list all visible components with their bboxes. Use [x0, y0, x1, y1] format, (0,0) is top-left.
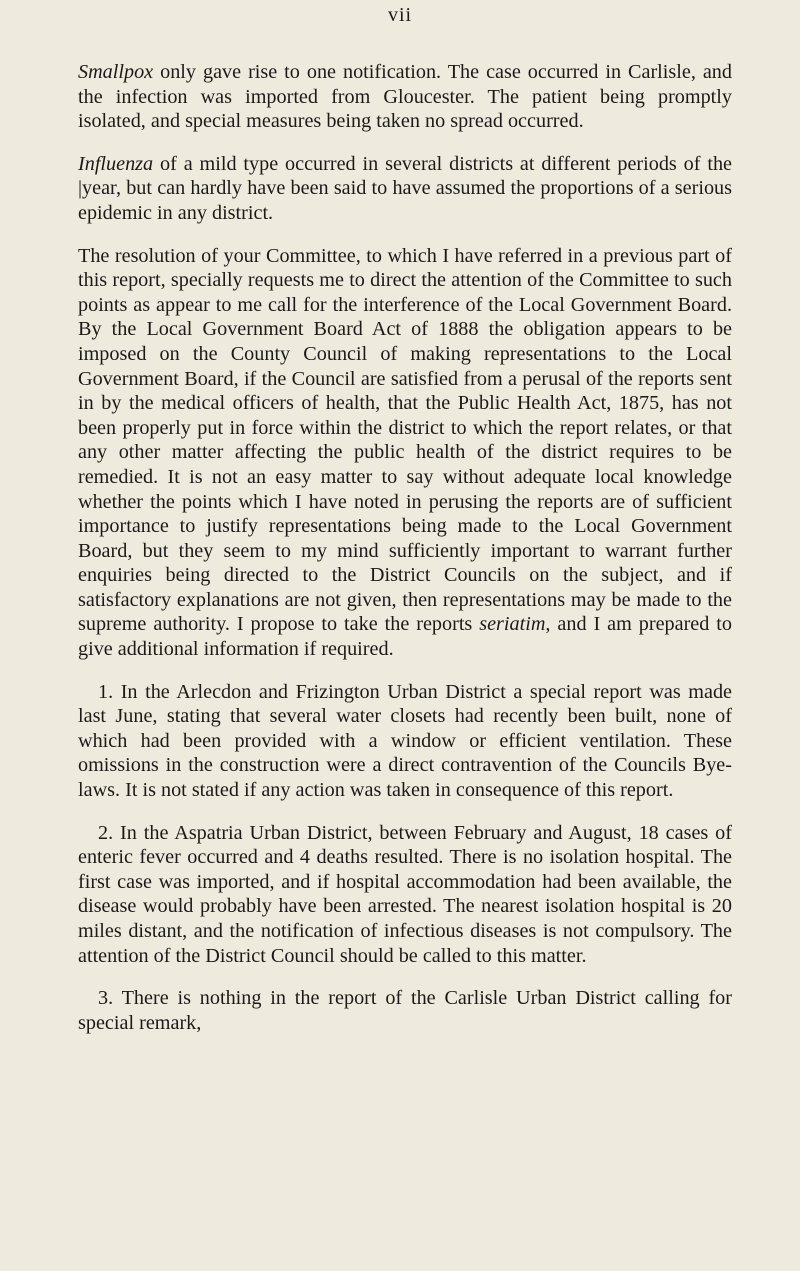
resolution-italic-term: seriatim — [479, 613, 546, 636]
smallpox-lead-term: Smallpox — [78, 61, 154, 83]
influenza-text: of a mild type occurred in several districts at different periods of the |year, but can hardly have been said to have assumed the proportions of a serious epidemic in any district. — [78, 152, 732, 224]
influenza-lead-term: Influenza — [78, 152, 154, 175]
paragraph-influenza — [78, 152, 732, 226]
page-number: vii — [387, 4, 413, 26]
resolution-text-part1: The resolution of your Committee, to which I have referred in a previous part of this report, specially requests me to direct the attention of the Committee to such points as appear to me call for the interference of the Local Government Board. By the Local Government Board Act of 1888 the obligation appears to be imposed on the County Council of making representations to the Local Government Board, if the Council are satisfied from a perusal of the reports sent in by the medical officers of health, that the Public Health Act, 1875, has not been properly put in force within the district to which the report relates, or that any other matter affecting the public health of the district requires to be remedied. It is not an easy matter to say without adequate local knowledge whether the points which I have noted in perusing the reports are of sufficient importance to justify representations being made to the Local Government Board, but they seem to my mind sufficiently important to warrant further enquiries being directed to the District Councils on the subject, and if satisfactory explanations are not given, then representations may be made to the supreme authority. I propose to take the reports — [78, 244, 732, 636]
paragraph-resolution — [78, 244, 732, 662]
paragraph-item-3: 3. There is nothing in the report of the Carlisle Urban District calling for special remark, — [78, 987, 732, 1034]
paragraph-item-1: 1. In the Arlecdon and Frizington Urban District a special report was made last June, stating that several water closets had recently been built, none of which had been provided with a window or efficient ventilation. These omissions in the construction were a direct contravention of the Councils Bye-laws. It is not stated if any action was taken in consequence of this report. — [78, 680, 732, 802]
body-text — [78, 60, 732, 1053]
smallpox-text: only gave rise to one notification. The case occurred in Carlisle, and the infection was imported from Gloucester. The patient being promptly isolated, and special measures being taken no spread occurred. — [78, 61, 732, 133]
paragraph-item-2: 2. In the Aspatria Urban District, between February and August, 18 cases of enteric fever occurred and 4 deaths resulted. There is no isolation hospital. The first case was imported, and if hospital accommodation had been available, the disease would probably have been arrested. The nearest isolation hospital is 20 miles distant, and the notification of infectious diseases is not compulsory. The attention of the District Council should be called to this matter. — [78, 821, 732, 967]
paragraph-smallpox — [78, 60, 732, 134]
resolution-text-part2: , and I am prepared to give additional information if required. — [78, 613, 733, 661]
